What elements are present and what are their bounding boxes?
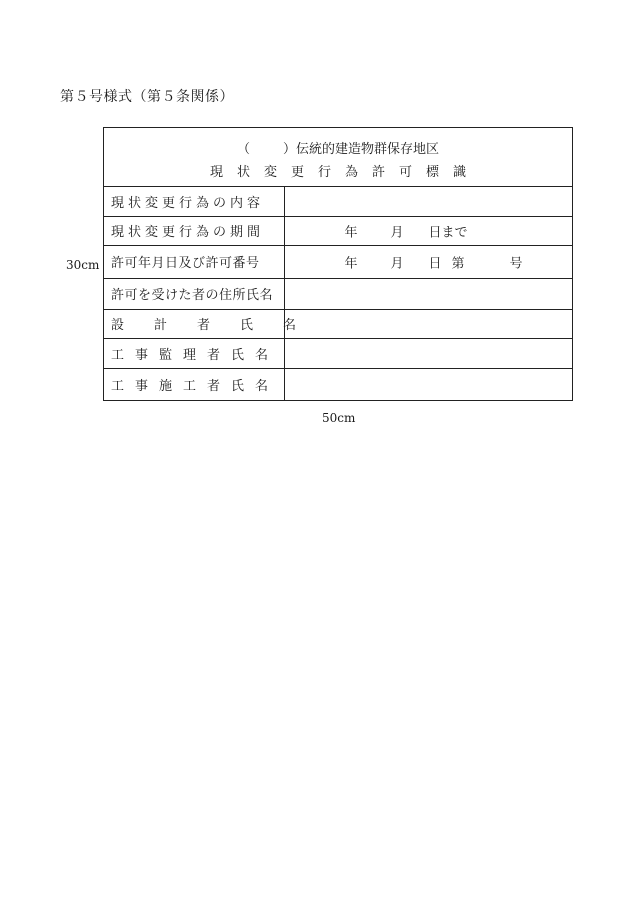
permit-sign-board [103, 127, 573, 401]
row-label-supervisor: 工事監理者氏名 [104, 338, 284, 368]
permit-year: 年 [344, 256, 358, 271]
row-label-period: 現状変更行為の期間 [104, 216, 284, 245]
height-dimension-label: 30cm [66, 258, 100, 272]
table-row [104, 216, 572, 245]
permit-number-suffix: 号 [509, 256, 523, 271]
row-label-content: 現状変更行為の内容 [104, 187, 284, 216]
table-row [104, 245, 572, 278]
row-label-permittee: 許可を受けた者の住所氏名 [104, 278, 284, 309]
table-row [104, 187, 572, 216]
row-value-contractor [284, 368, 572, 401]
width-dimension-label: 50cm [322, 411, 356, 425]
permit-day: 日 [428, 256, 442, 271]
row-label-designer: 設計者氏名 [104, 309, 284, 338]
table-row [104, 309, 572, 338]
row-value-permit-date-number [284, 245, 572, 278]
permit-month: 月 [390, 256, 404, 271]
row-label-permit-date-number: 許可年月日及び許可番号 [104, 245, 284, 278]
district-name-line [104, 138, 572, 157]
row-value-permittee [284, 278, 572, 309]
table-row [104, 278, 572, 309]
sign-header [104, 128, 572, 187]
district-suffix: ）伝統的建造物群保存地区 [282, 142, 439, 157]
table-row [104, 338, 572, 368]
sign-title: 現状変更行為許可標識 [209, 165, 480, 180]
form-number-title: 第５号様式（第５条関係） [60, 89, 234, 105]
district-name-blank: （ [236, 142, 250, 157]
row-value-designer [284, 309, 572, 338]
period-day-until: 日まで [428, 225, 468, 240]
row-value-content [284, 187, 572, 216]
table-row [104, 368, 572, 401]
period-month: 月 [390, 225, 404, 240]
period-year: 年 [344, 225, 358, 240]
permit-number-prefix: 第 [451, 256, 465, 271]
row-value-period [284, 216, 572, 245]
row-label-contractor: 工事施工者氏名 [104, 368, 284, 401]
row-value-supervisor [284, 338, 572, 368]
sign-fields-table [104, 187, 572, 401]
